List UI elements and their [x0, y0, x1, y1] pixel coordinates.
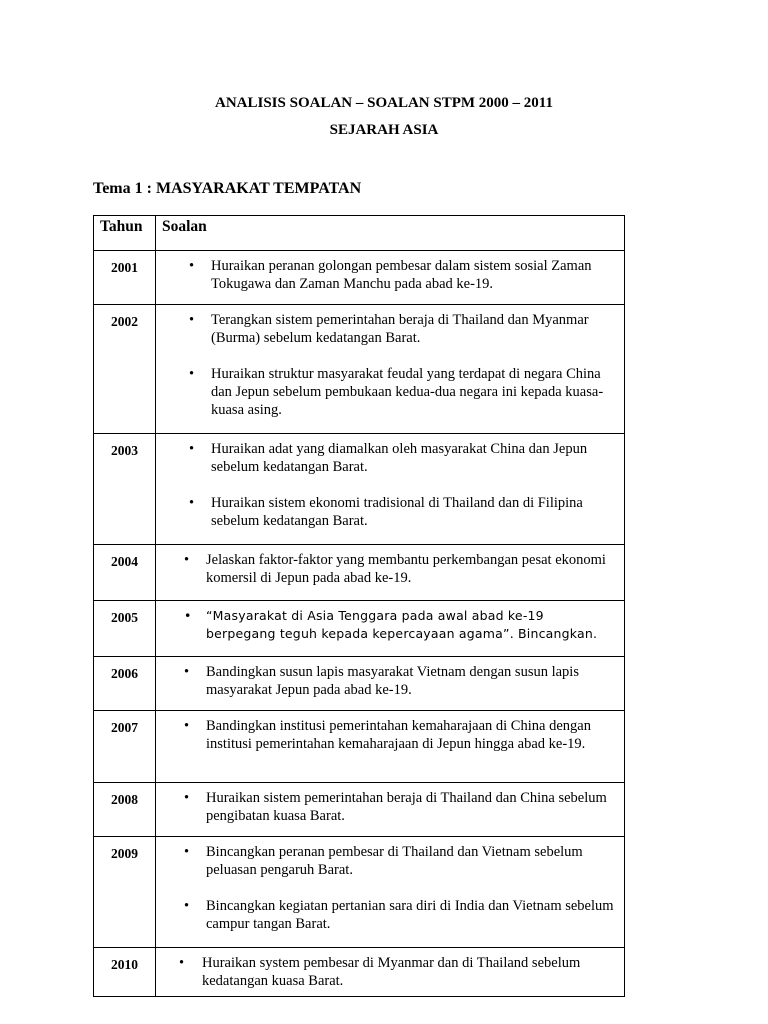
question-item: • Bandingkan susun lapis masyarakat Vietnam dengan susun lapis masyarakat Jepun pada abad ke-19. — [156, 663, 616, 699]
table-row — [94, 657, 625, 711]
question-item: • “Masyarakat di Asia Tenggara pada awal abad ke-19 berpegang teguh kepada kepercayaan agama”. Bincangkan. — [156, 607, 616, 643]
document-subtitle: SEJARAH ASIA — [329, 122, 439, 138]
row-year: 2010 — [94, 948, 156, 997]
row-questions — [156, 948, 625, 997]
row-year: 2004 — [94, 545, 156, 601]
row-year: 2009 — [94, 837, 156, 948]
question-item: • Huraikan sistem pemerintahan beraja di Thailand dan China sebelum pengibatan kuasa Barat. — [156, 789, 616, 825]
question-item: • Bandingkan institusi pemerintahan kemaharajaan di China dengan institusi pemerintahan kemaharajaan di Jepun hingga abad ke-19. — [156, 717, 616, 753]
table-row — [94, 434, 625, 545]
row-year: 2007 — [94, 711, 156, 783]
question-item: • Huraikan adat yang diamalkan oleh masyarakat China dan Jepun sebelum kedatangan Barat. — [156, 440, 616, 476]
table-row — [94, 545, 625, 601]
table-row — [94, 251, 625, 305]
table-row — [94, 837, 625, 948]
row-questions — [156, 837, 625, 948]
header-year: Tahun — [94, 216, 156, 251]
row-year: 2006 — [94, 657, 156, 711]
row-questions — [156, 545, 625, 601]
row-year: 2001 — [94, 251, 156, 305]
theme-heading: Tema 1 : MASYARAKAT TEMPATAN — [93, 180, 362, 197]
row-questions — [156, 305, 625, 434]
row-questions — [156, 251, 625, 305]
question-item: • Bincangkan kegiatan pertanian sara diri di India dan Vietnam sebelum campur tangan Barat. — [156, 897, 616, 933]
table-row — [94, 783, 625, 837]
row-questions — [156, 434, 625, 545]
row-questions — [156, 783, 625, 837]
table-row — [94, 948, 625, 997]
question-item: • Huraikan peranan golongan pembesar dalam sistem sosial Zaman Tokugawa dan Zaman Manchu pada abad ke-19. — [156, 257, 616, 293]
table-row — [94, 601, 625, 657]
row-questions — [156, 601, 625, 657]
row-year: 2008 — [94, 783, 156, 837]
header-question: Soalan — [156, 216, 625, 251]
question-item: • Huraikan struktur masyarakat feudal yang terdapat di negara China dan Jepun sebelum pembukaan kedua-dua negara ini kepada kuasa-kuasa asing. — [156, 365, 616, 419]
questions-table — [93, 215, 625, 997]
table-row — [94, 305, 625, 434]
row-year: 2002 — [94, 305, 156, 434]
question-item: • Terangkan sistem pemerintahan beraja di Thailand dan Myanmar (Burma) sebelum kedatangan Barat. — [156, 311, 616, 347]
row-questions — [156, 711, 625, 783]
question-item: • Bincangkan peranan pembesar di Thailand dan Vietnam sebelum peluasan pengaruh Barat. — [156, 843, 616, 879]
row-year: 2005 — [94, 601, 156, 657]
row-year: 2003 — [94, 434, 156, 545]
document-title: ANALISIS SOALAN – SOALAN STPM 2000 – 2011 — [215, 95, 553, 111]
row-questions — [156, 657, 625, 711]
question-item: • Jelaskan faktor-faktor yang membantu perkembangan pesat ekonomi komersil di Jepun pada abad ke-19. — [156, 551, 616, 587]
table-header-row — [94, 216, 625, 251]
table-row — [94, 711, 625, 783]
question-item: • Huraikan sistem ekonomi tradisional di Thailand dan di Filipina sebelum kedatangan Barat. — [156, 494, 616, 530]
question-item: • Huraikan system pembesar di Myanmar dan di Thailand sebelum kedatangan kuasa Barat. — [156, 954, 616, 990]
